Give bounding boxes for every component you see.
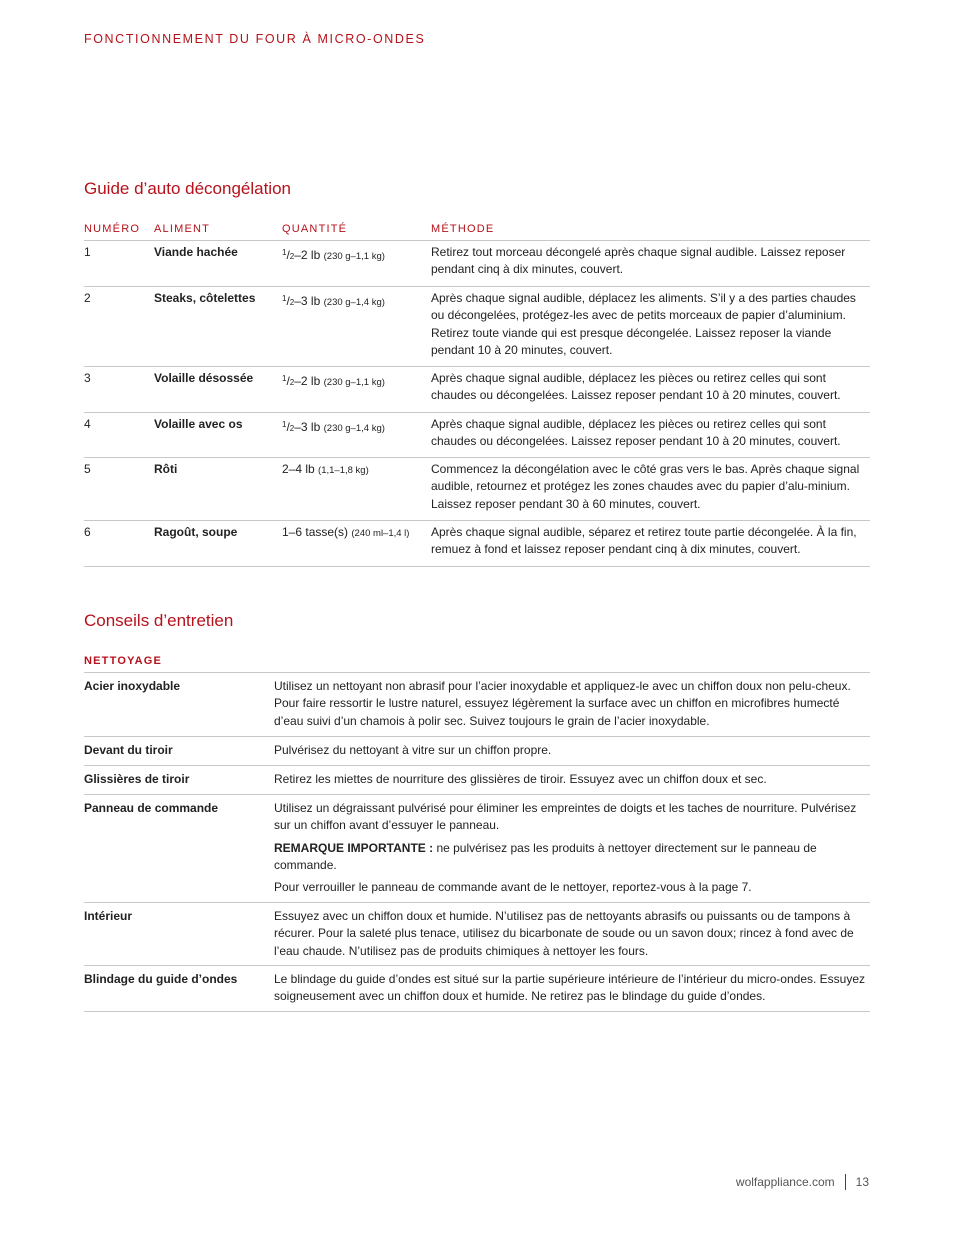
row-instructions: Utilisez un nettoyant non abrasif pour l’acier inoxydable et appliquez-le avec un chiffon doux non pelu-cheux. Pour faire ressortir le lustre naturel, essuyez légèrement la surface avec un chiffon en microfibres humecté d’eau suivi d’un chamois à polir sec. Suivez toujours le grain de l’acier inoxydable. bbox=[274, 679, 851, 728]
row-food: Viande hachée bbox=[154, 245, 238, 259]
row-method: Commencez la décongélation avec le côté gras vers le bas. Après chaque signal audible, retournez et protégez les zones chaudes avec du papier d’alu-minium. Laissez reposer pendant 30 à 60 minutes, couvert. bbox=[431, 462, 860, 511]
defrost-table-header bbox=[84, 220, 870, 241]
row-instructions: Pulvérisez du nettoyant à vitre sur un chiffon propre. bbox=[274, 743, 552, 757]
defrost-table bbox=[84, 220, 870, 567]
cleaning-table bbox=[84, 672, 870, 1012]
row-food: Volaille avec os bbox=[154, 417, 243, 431]
row-method: Après chaque signal audible, déplacez les aliments. S’il y a des parties chaudes ou décongelées, protégez-les avec de petits morceaux de papier d’aluminium. Retirez toute viande qui est presque décongelée. Laissez reposer la viande pendant 10 à 20 minutes, couvert. bbox=[431, 291, 856, 357]
row-quantity: 1–6 tasse(s) (240 ml–1,4 l) bbox=[282, 525, 410, 539]
row-method: Après chaque signal audible, séparez et retirez toute partie décongelée. À la fin, remuez à fond et laissez reposer pendant cinq à dix minutes, couvert. bbox=[431, 525, 857, 557]
row-number: 3 bbox=[84, 371, 91, 385]
defrost-guide-title: Guide d’auto décongélation bbox=[84, 179, 291, 198]
table-row bbox=[84, 673, 870, 737]
row-method: Après chaque signal audible, déplacez les pièces ou retirez celles qui sont chaudes ou décongelées. Laissez reposer pendant 10 à 20 minutes, couvert. bbox=[431, 417, 841, 449]
important-note-label: REMARQUE IMPORTANTE : bbox=[274, 840, 434, 855]
row-quantity: $^1$/2–2 lb (230 g–1,1 kg) bbox=[282, 248, 385, 262]
table-row bbox=[84, 766, 870, 795]
cleaning-subtitle: NETTOYAGE bbox=[84, 655, 163, 667]
row-quantity: $^1$/2–3 lb (230 g–1,4 kg) bbox=[282, 294, 385, 308]
page-header: FONCTIONNEMENT DU FOUR À MICRO-ONDES bbox=[84, 32, 426, 46]
table-row bbox=[84, 737, 870, 766]
row-surface: Acier inoxydable bbox=[84, 679, 181, 693]
table-row bbox=[84, 458, 870, 521]
row-instructions: Essuyez avec un chiffon doux et humide. N’utilisez pas de nettoyants abrasifs ou puissants ou de tampons à récurer. Pour la saleté plus tenace, utilisez du bicarbonate de soude ou un savon doux; rincez à fond avec de l’eau chaude. N’utilisez pas de produits chimiques à nettoyer les fours. bbox=[274, 909, 854, 958]
row-number: 1 bbox=[84, 245, 91, 259]
table-row bbox=[84, 966, 870, 1012]
page-number: 13 bbox=[855, 1175, 869, 1189]
row-surface: Glissières de tiroir bbox=[84, 772, 190, 786]
table-row bbox=[84, 903, 870, 966]
row-quantity: $^1$/2–2 lb (230 g–1,1 kg) bbox=[282, 374, 385, 388]
row-quantity: $^1$/2–3 lb (230 g–1,4 kg) bbox=[282, 420, 385, 434]
column-header-food: ALIMENT bbox=[154, 223, 211, 235]
row-number: 6 bbox=[84, 525, 91, 539]
row-surface: Panneau de commande bbox=[84, 801, 219, 815]
column-header-quantity: QUANTITÉ bbox=[282, 223, 348, 235]
table-row bbox=[84, 367, 870, 413]
care-tips-title: Conseils d’entretien bbox=[84, 611, 234, 630]
column-header-number: NUMÉRO bbox=[84, 223, 141, 235]
row-instructions: Retirez les miettes de nourriture des glissières de tiroir. Essuyez avec un chiffon doux et sec. bbox=[274, 772, 767, 786]
row-food: Steaks, côtelettes bbox=[154, 291, 256, 305]
row-quantity: 2–4 lb (1,1–1,8 kg) bbox=[282, 462, 369, 476]
table-row bbox=[84, 521, 870, 567]
row-number: 2 bbox=[84, 291, 91, 305]
row-method: Retirez tout morceau décongelé après chaque signal audible. Laissez reposer pendant cinq à dix minutes, couvert. bbox=[431, 245, 846, 277]
column-header-method: MÉTHODE bbox=[431, 223, 495, 235]
page-footer bbox=[736, 1174, 869, 1190]
table-row bbox=[84, 287, 870, 367]
table-row bbox=[84, 795, 870, 903]
row-food: Rôti bbox=[154, 462, 178, 476]
row-instructions: Utilisez un dégraissant pulvérisé pour éliminer les empreintes de doigts et les taches de nourriture. Pulvérisez sur un chiffon avant d’essuyer le panneau. REMARQUE IMPORTANTE : ne pulvérisez pas les produits à nettoyer directement sur le panneau de commande. Pour verrouiller le panneau de commande avant de le nettoyer, reportez-vous à la page 7. bbox=[274, 801, 857, 895]
row-surface: Intérieur bbox=[84, 909, 133, 923]
row-food: Volaille désossée bbox=[154, 371, 254, 385]
row-method: Après chaque signal audible, déplacez les pièces ou retirez celles qui sont chaudes ou décongelées. Laissez reposer pendant 10 à 20 minutes, couvert. bbox=[431, 371, 841, 403]
footer-website: wolfappliance.com bbox=[735, 1175, 835, 1189]
row-number: 4 bbox=[84, 417, 91, 431]
row-food: Ragoût, soupe bbox=[154, 525, 238, 539]
row-instructions: Le blindage du guide d’ondes est situé sur la partie supérieure intérieure de l’intérieur du micro-ondes. Essuyez soigneusement avec un chiffon doux et humide. Ne retirez pas le blindage du guide d’ondes. bbox=[274, 972, 866, 1004]
row-surface: Devant du tiroir bbox=[84, 743, 173, 757]
row-surface: Blindage du guide d’ondes bbox=[84, 972, 238, 986]
footer-divider bbox=[845, 1174, 846, 1190]
row-number: 5 bbox=[84, 462, 91, 476]
table-row bbox=[84, 241, 870, 287]
table-row bbox=[84, 413, 870, 458]
